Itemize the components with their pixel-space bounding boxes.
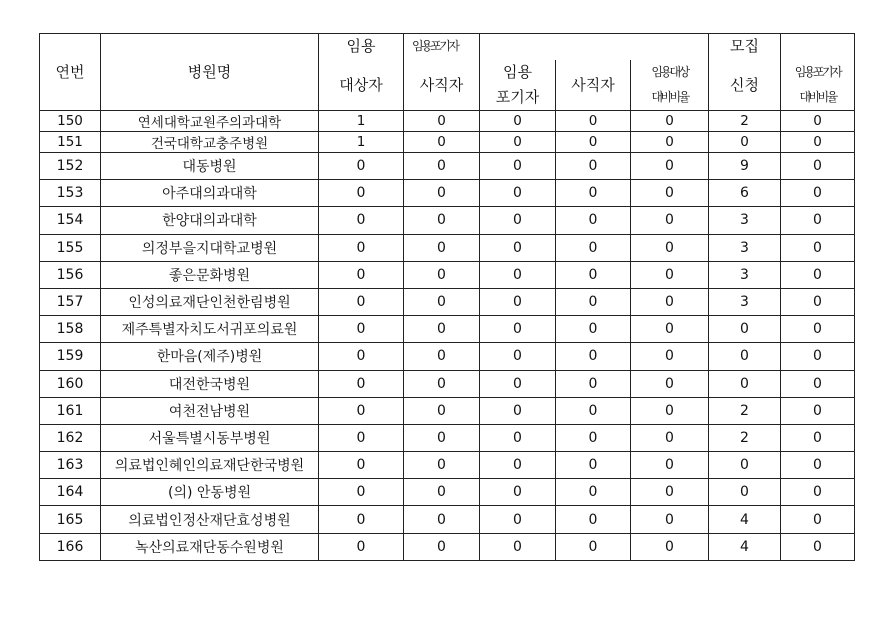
hospital-name-cell: 의료법인정산재단효성병원 bbox=[101, 506, 319, 533]
giveup-count-cell: 0 bbox=[480, 479, 556, 506]
target-count-cell: 1 bbox=[319, 132, 404, 153]
target-count-cell: 0 bbox=[319, 207, 404, 234]
final-ratio-value-cell: 0 bbox=[781, 316, 855, 343]
header-recruit-line1: 모집 bbox=[730, 37, 759, 55]
ratio-value-cell: 0 bbox=[631, 288, 709, 315]
table-body bbox=[40, 111, 855, 561]
giveup-count-cell: 0 bbox=[480, 234, 556, 261]
row-no-cell: 156 bbox=[40, 261, 101, 288]
final-ratio-value-cell: 0 bbox=[781, 111, 855, 132]
row-no-cell: 160 bbox=[40, 370, 101, 397]
resigned-count-cell: 0 bbox=[404, 132, 480, 153]
header-final-spacer bbox=[781, 34, 855, 60]
header-final-ratio bbox=[781, 60, 855, 111]
giveup-count-cell: 0 bbox=[480, 343, 556, 370]
row-no-cell: 164 bbox=[40, 479, 101, 506]
final-ratio-value-cell: 0 bbox=[781, 261, 855, 288]
row-no-cell: 155 bbox=[40, 234, 101, 261]
final-ratio-value-cell: 0 bbox=[781, 397, 855, 424]
table-row bbox=[40, 343, 855, 370]
sub-resigned-count-cell: 0 bbox=[556, 533, 631, 560]
resigned-count-cell: 0 bbox=[404, 424, 480, 451]
hospital-name-cell: 인성의료재단인천한림병원 bbox=[101, 288, 319, 315]
final-ratio-value-cell: 0 bbox=[781, 424, 855, 451]
giveup-count-cell: 0 bbox=[480, 397, 556, 424]
ratio-value-cell: 0 bbox=[631, 424, 709, 451]
giveup-count-cell: 0 bbox=[480, 180, 556, 207]
final-ratio-value-cell: 0 bbox=[781, 180, 855, 207]
sub-resigned-count-cell: 0 bbox=[556, 452, 631, 479]
header-recruit bbox=[709, 34, 781, 60]
table-row bbox=[40, 424, 855, 451]
header-target-line1: 임용 bbox=[346, 37, 376, 55]
header-sub-ratio-line2: 대비비율 bbox=[651, 90, 688, 104]
hospital-name-cell: 연세대학교원주의과대학 bbox=[101, 111, 319, 132]
ratio-value-cell: 0 bbox=[631, 452, 709, 479]
hospital-table bbox=[39, 33, 855, 561]
recruit-count-cell: 4 bbox=[709, 533, 781, 560]
giveup-count-cell: 0 bbox=[480, 506, 556, 533]
resigned-count-cell: 0 bbox=[404, 397, 480, 424]
resigned-count-cell: 0 bbox=[404, 111, 480, 132]
hospital-name-cell: 아주대의과대학 bbox=[101, 180, 319, 207]
target-count-cell: 0 bbox=[319, 424, 404, 451]
table-row bbox=[40, 370, 855, 397]
header-no: 연번 bbox=[40, 34, 101, 111]
ratio-value-cell: 0 bbox=[631, 506, 709, 533]
giveup-count-cell: 0 bbox=[480, 132, 556, 153]
target-count-cell: 0 bbox=[319, 234, 404, 261]
final-ratio-value-cell: 0 bbox=[781, 479, 855, 506]
hospital-name-cell: 녹산의료재단동수원병원 bbox=[101, 533, 319, 560]
header-sub-ratio-line1: 임용대상 bbox=[651, 65, 688, 79]
header-final-ratio-line2: 대비비율 bbox=[799, 90, 836, 104]
resigned-count-cell: 0 bbox=[404, 316, 480, 343]
sub-resigned-count-cell: 0 bbox=[556, 132, 631, 153]
hospital-name-cell: 대전한국병원 bbox=[101, 370, 319, 397]
resigned-count-cell: 0 bbox=[404, 506, 480, 533]
row-no-cell: 161 bbox=[40, 397, 101, 424]
giveup-count-cell: 0 bbox=[480, 452, 556, 479]
hospital-name-cell: 대동병원 bbox=[101, 153, 319, 180]
row-no-cell: 152 bbox=[40, 153, 101, 180]
resigned-count-cell: 0 bbox=[404, 479, 480, 506]
recruit-count-cell: 3 bbox=[709, 261, 781, 288]
target-count-cell: 0 bbox=[319, 397, 404, 424]
resigned-count-cell: 0 bbox=[404, 180, 480, 207]
table-row bbox=[40, 479, 855, 506]
hospital-name-cell: 서울특별시동부병원 bbox=[101, 424, 319, 451]
header-giveup-group: 임용포기자 bbox=[404, 34, 480, 60]
final-ratio-value-cell: 0 bbox=[781, 288, 855, 315]
final-ratio-value-cell: 0 bbox=[781, 370, 855, 397]
header-recruit-line2: 신청 bbox=[709, 60, 781, 111]
table-row bbox=[40, 316, 855, 343]
recruit-count-cell: 3 bbox=[709, 234, 781, 261]
ratio-value-cell: 0 bbox=[631, 234, 709, 261]
header-sub-ratio bbox=[631, 60, 709, 111]
recruit-count-cell: 0 bbox=[709, 132, 781, 153]
giveup-count-cell: 0 bbox=[480, 111, 556, 132]
row-no-cell: 163 bbox=[40, 452, 101, 479]
sub-resigned-count-cell: 0 bbox=[556, 397, 631, 424]
recruit-count-cell: 2 bbox=[709, 397, 781, 424]
sub-resigned-count-cell: 0 bbox=[556, 111, 631, 132]
ratio-value-cell: 0 bbox=[631, 316, 709, 343]
ratio-value-cell: 0 bbox=[631, 132, 709, 153]
resigned-count-cell: 0 bbox=[404, 234, 480, 261]
table-row bbox=[40, 111, 855, 132]
row-no-cell: 166 bbox=[40, 533, 101, 560]
target-count-cell: 0 bbox=[319, 452, 404, 479]
sub-resigned-count-cell: 0 bbox=[556, 506, 631, 533]
final-ratio-value-cell: 0 bbox=[781, 153, 855, 180]
sub-resigned-count-cell: 0 bbox=[556, 180, 631, 207]
table-row bbox=[40, 207, 855, 234]
recruit-count-cell: 0 bbox=[709, 316, 781, 343]
row-no-cell: 150 bbox=[40, 111, 101, 132]
resigned-count-cell: 0 bbox=[404, 207, 480, 234]
hospital-name-cell: 의료법인혜인의료재단한국병원 bbox=[101, 452, 319, 479]
target-count-cell: 1 bbox=[319, 111, 404, 132]
table-row bbox=[40, 261, 855, 288]
target-count-cell: 0 bbox=[319, 180, 404, 207]
sub-resigned-count-cell: 0 bbox=[556, 207, 631, 234]
sub-resigned-count-cell: 0 bbox=[556, 424, 631, 451]
sub-resigned-count-cell: 0 bbox=[556, 153, 631, 180]
target-count-cell: 0 bbox=[319, 288, 404, 315]
target-count-cell: 0 bbox=[319, 533, 404, 560]
row-no-cell: 158 bbox=[40, 316, 101, 343]
giveup-count-cell: 0 bbox=[480, 533, 556, 560]
hospital-name-cell: 여천전남병원 bbox=[101, 397, 319, 424]
table-row bbox=[40, 180, 855, 207]
table-row bbox=[40, 506, 855, 533]
header-hospital: 병원명 bbox=[101, 34, 319, 111]
header-sub-giveup bbox=[480, 60, 556, 111]
sub-resigned-count-cell: 0 bbox=[556, 261, 631, 288]
resigned-count-cell: 0 bbox=[404, 153, 480, 180]
ratio-value-cell: 0 bbox=[631, 397, 709, 424]
recruit-count-cell: 0 bbox=[709, 452, 781, 479]
hospital-name-cell: 의정부을지대학교병원 bbox=[101, 234, 319, 261]
row-no-cell: 162 bbox=[40, 424, 101, 451]
row-no-cell: 165 bbox=[40, 506, 101, 533]
row-no-cell: 153 bbox=[40, 180, 101, 207]
table-row bbox=[40, 132, 855, 153]
row-no-cell: 154 bbox=[40, 207, 101, 234]
recruit-count-cell: 2 bbox=[709, 424, 781, 451]
hospital-name-cell: 한마음(제주)병원 bbox=[101, 343, 319, 370]
target-count-cell: 0 bbox=[319, 261, 404, 288]
resigned-count-cell: 0 bbox=[404, 261, 480, 288]
resigned-count-cell: 0 bbox=[404, 533, 480, 560]
header-target-line2: 대상자 bbox=[319, 60, 404, 111]
table-row bbox=[40, 452, 855, 479]
giveup-count-cell: 0 bbox=[480, 424, 556, 451]
header-row-top bbox=[40, 34, 855, 60]
final-ratio-value-cell: 0 bbox=[781, 207, 855, 234]
sub-resigned-count-cell: 0 bbox=[556, 370, 631, 397]
recruit-count-cell: 3 bbox=[709, 288, 781, 315]
header-sub-giveup-line1: 임용 bbox=[503, 63, 532, 81]
table-row bbox=[40, 533, 855, 560]
header-final-ratio-line1: 임용포기자 bbox=[794, 65, 841, 79]
target-count-cell: 0 bbox=[319, 153, 404, 180]
target-count-cell: 0 bbox=[319, 506, 404, 533]
final-ratio-value-cell: 0 bbox=[781, 452, 855, 479]
resigned-count-cell: 0 bbox=[404, 370, 480, 397]
ratio-value-cell: 0 bbox=[631, 370, 709, 397]
table-row bbox=[40, 397, 855, 424]
header-giveup-group-spacer bbox=[480, 34, 709, 60]
giveup-count-cell: 0 bbox=[480, 316, 556, 343]
giveup-count-cell: 0 bbox=[480, 288, 556, 315]
header-sub-giveup-line2: 포기자 bbox=[495, 88, 540, 106]
target-count-cell: 0 bbox=[319, 343, 404, 370]
hospital-name-cell: 건국대학교충주병원 bbox=[101, 132, 319, 153]
sub-resigned-count-cell: 0 bbox=[556, 288, 631, 315]
giveup-count-cell: 0 bbox=[480, 153, 556, 180]
recruit-count-cell: 0 bbox=[709, 479, 781, 506]
target-count-cell: 0 bbox=[319, 316, 404, 343]
ratio-value-cell: 0 bbox=[631, 207, 709, 234]
ratio-value-cell: 0 bbox=[631, 153, 709, 180]
final-ratio-value-cell: 0 bbox=[781, 343, 855, 370]
ratio-value-cell: 0 bbox=[631, 533, 709, 560]
sub-resigned-count-cell: 0 bbox=[556, 343, 631, 370]
recruit-count-cell: 3 bbox=[709, 207, 781, 234]
table-row bbox=[40, 234, 855, 261]
final-ratio-value-cell: 0 bbox=[781, 533, 855, 560]
ratio-value-cell: 0 bbox=[631, 261, 709, 288]
giveup-count-cell: 0 bbox=[480, 370, 556, 397]
table-row bbox=[40, 153, 855, 180]
header-target bbox=[319, 34, 404, 60]
hospital-name-cell: 좋은문화병원 bbox=[101, 261, 319, 288]
recruit-count-cell: 0 bbox=[709, 343, 781, 370]
resigned-count-cell: 0 bbox=[404, 452, 480, 479]
target-count-cell: 0 bbox=[319, 370, 404, 397]
recruit-count-cell: 0 bbox=[709, 370, 781, 397]
hospital-name-cell: 한양대의과대학 bbox=[101, 207, 319, 234]
sub-resigned-count-cell: 0 bbox=[556, 316, 631, 343]
hospital-name-cell: (의) 안동병원 bbox=[101, 479, 319, 506]
row-no-cell: 151 bbox=[40, 132, 101, 153]
target-count-cell: 0 bbox=[319, 479, 404, 506]
recruit-count-cell: 4 bbox=[709, 506, 781, 533]
resigned-count-cell: 0 bbox=[404, 343, 480, 370]
giveup-count-cell: 0 bbox=[480, 261, 556, 288]
ratio-value-cell: 0 bbox=[631, 111, 709, 132]
giveup-count-cell: 0 bbox=[480, 207, 556, 234]
hospital-name-cell: 제주특별자치도서귀포의료원 bbox=[101, 316, 319, 343]
row-no-cell: 157 bbox=[40, 288, 101, 315]
final-ratio-value-cell: 0 bbox=[781, 506, 855, 533]
sub-resigned-count-cell: 0 bbox=[556, 479, 631, 506]
recruit-count-cell: 2 bbox=[709, 111, 781, 132]
table-row bbox=[40, 288, 855, 315]
recruit-count-cell: 9 bbox=[709, 153, 781, 180]
ratio-value-cell: 0 bbox=[631, 343, 709, 370]
ratio-value-cell: 0 bbox=[631, 479, 709, 506]
resigned-count-cell: 0 bbox=[404, 288, 480, 315]
final-ratio-value-cell: 0 bbox=[781, 234, 855, 261]
row-no-cell: 159 bbox=[40, 343, 101, 370]
header-sub-resigned: 사직자 bbox=[556, 60, 631, 111]
final-ratio-value-cell: 0 bbox=[781, 132, 855, 153]
header-resigned-main: 사직자 bbox=[404, 60, 480, 111]
sub-resigned-count-cell: 0 bbox=[556, 234, 631, 261]
recruit-count-cell: 6 bbox=[709, 180, 781, 207]
ratio-value-cell: 0 bbox=[631, 180, 709, 207]
